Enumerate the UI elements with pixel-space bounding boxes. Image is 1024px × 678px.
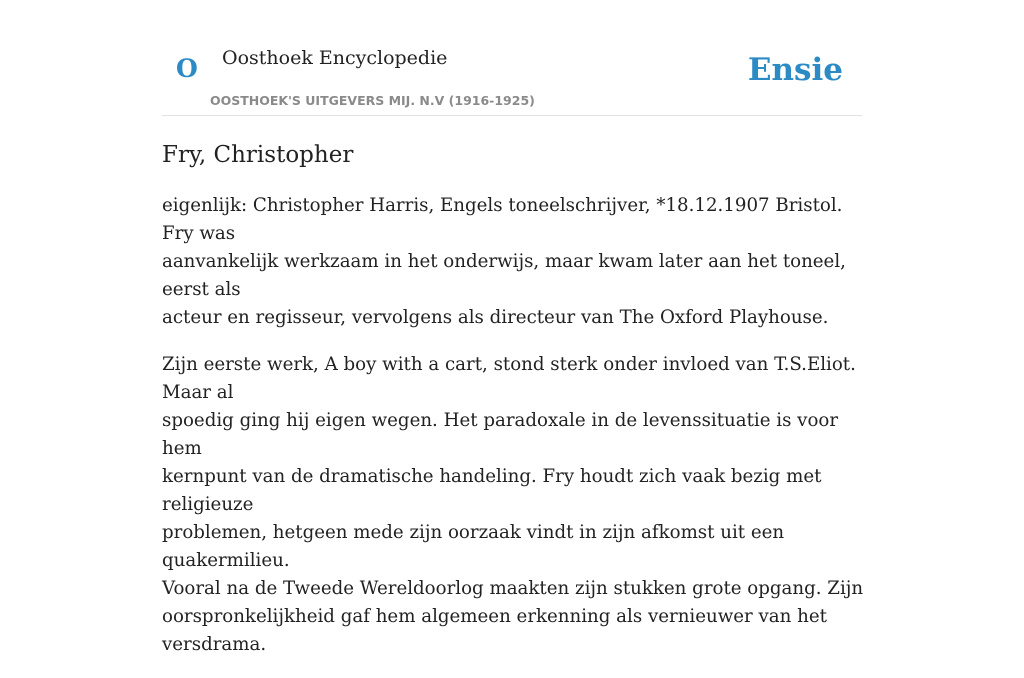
source-header (162, 36, 862, 116)
ensie-logo-link[interactable]: Ensie (747, 52, 843, 88)
source-logo[interactable]: O (176, 54, 198, 83)
source-title-link[interactable]: Oosthoek Encyclopedie (222, 47, 448, 69)
entry-paragraph: eigenlijk: Christopher Harris, Engels toneelschrijver, *18.12.1907 Bristol. Fry was aanvankelijk werkzaam in het onderwijs, maar kwam later aan het toneel, eerst als acteur en regisseur, vervolgens als directeur van The Oxford Playhouse. (162, 195, 846, 328)
entry-title: Fry, Christopher (162, 142, 354, 168)
entry-body (162, 192, 867, 678)
source-publisher: OOSTHOEK'S UITGEVERS MIJ. N.V (1916-1925) (210, 93, 535, 108)
entry-paragraph: Zijn eerste werk, A boy with a cart, stond sterk onder invloed van T.S.Eliot. Maar al spoedig ging hij eigen wegen. Het paradoxale in de levenssituatie is voor hem kernpunt van de dramatische handeling. Fry houdt zich vaak bezig met religieuze problemen, hetgeen mede zijn oorzaak vindt in zijn afkomst uit een quakermilieu. Vooral na de Tweede Wereldoorlog maakten zijn stukken grote opgang. Zijn oorspronkelijkheid gaf hem algemeen erkenning als vernieuwer van het versdrama. (162, 354, 864, 655)
